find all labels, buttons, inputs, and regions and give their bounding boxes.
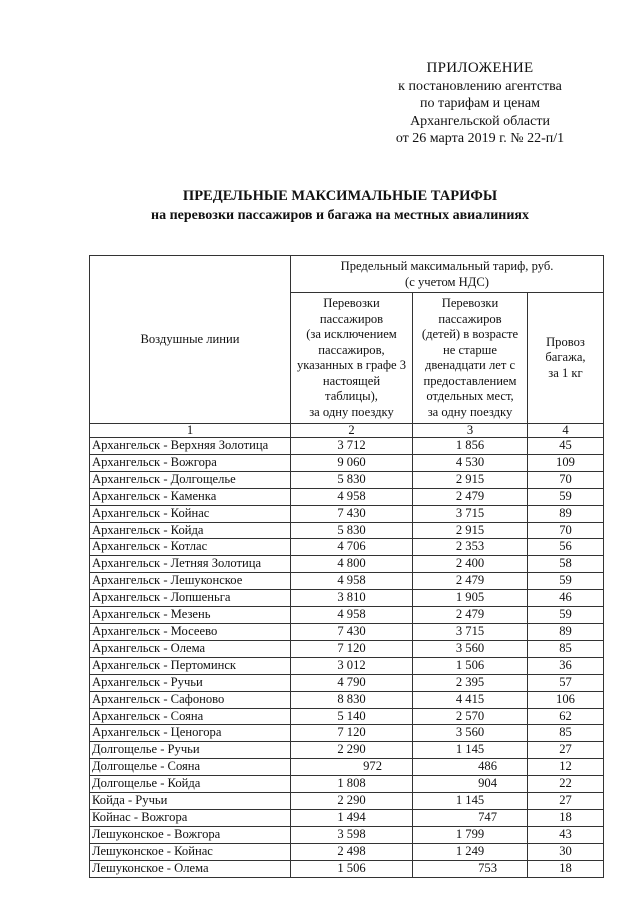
route-cell: Архангельск - Каменка bbox=[90, 488, 291, 505]
route-cell: Лешуконское - Олема bbox=[90, 860, 291, 877]
baggage-fare-cell: 89 bbox=[528, 505, 604, 522]
route-cell: Койда - Ручьи bbox=[90, 793, 291, 810]
document-title: ПРЕДЕЛЬНЫЕ МАКСИМАЛЬНЫЕ ТАРИФЫ bbox=[182, 188, 498, 204]
baggage-fare-cell: 57 bbox=[528, 674, 604, 691]
adult-fare-cell: 5 830 bbox=[291, 471, 413, 488]
route-cell: Архангельск - Пертоминск bbox=[90, 657, 291, 674]
child-fare-cell: 2 400 bbox=[413, 556, 528, 573]
route-cell: Архангельск - Койда bbox=[90, 522, 291, 539]
baggage-fare-cell: 18 bbox=[528, 860, 604, 877]
route-cell: Архангельск - Лешуконское bbox=[90, 573, 291, 590]
route-cell: Архангельск - Ручьи bbox=[90, 674, 291, 691]
column-number: 3 bbox=[413, 424, 528, 438]
adult-fare-cell: 4 958 bbox=[291, 573, 413, 590]
child-fare-cell: 753 bbox=[413, 860, 528, 877]
header-line: пассажиров bbox=[319, 311, 384, 326]
header-line: Провоз bbox=[546, 334, 585, 349]
table-row bbox=[90, 860, 604, 877]
adult-fare-cell: 4 800 bbox=[291, 556, 413, 573]
child-fare-cell: 1 249 bbox=[413, 843, 528, 860]
table-row bbox=[90, 539, 604, 556]
route-cell: Долгощелье - Сояна bbox=[90, 759, 291, 776]
document-subtitle: на перевозки пассажиров и багажа на местных авиалиниях bbox=[151, 208, 529, 223]
header-line: не старше bbox=[443, 342, 497, 357]
baggage-fare-cell: 43 bbox=[528, 826, 604, 843]
adult-fare-cell: 7 430 bbox=[291, 505, 413, 522]
table-row bbox=[90, 809, 604, 826]
appendix-line: к постановлению агентства bbox=[398, 78, 562, 94]
route-cell: Архангельск - Сафоново bbox=[90, 691, 291, 708]
route-cell: Архангельск - Мосеево bbox=[90, 623, 291, 640]
header-line: Перевозки bbox=[441, 296, 499, 310]
baggage-fare-cell: 45 bbox=[528, 438, 604, 455]
header-line: настоящей bbox=[322, 373, 381, 388]
child-fare-cell: 3 715 bbox=[413, 505, 528, 522]
baggage-fare-cell: 59 bbox=[528, 488, 604, 505]
baggage-fare-cell: 27 bbox=[528, 742, 604, 759]
child-fare-cell: 4 530 bbox=[413, 454, 528, 471]
route-cell: Долгощелье - Койда bbox=[90, 776, 291, 793]
adult-fare-cell: 1 494 bbox=[291, 809, 413, 826]
baggage-fare-cell: 106 bbox=[528, 691, 604, 708]
column-number: 1 bbox=[90, 424, 291, 438]
child-fare-cell: 2 479 bbox=[413, 488, 528, 505]
child-fare-cell: 1 145 bbox=[413, 793, 528, 810]
route-cell: Койнас - Вожгора bbox=[90, 809, 291, 826]
tariffs-table bbox=[89, 255, 604, 878]
child-fare-cell: 1 905 bbox=[413, 590, 528, 607]
column-number: 4 bbox=[528, 424, 604, 438]
route-cell: Архангельск - Верхняя Золотица bbox=[90, 438, 291, 455]
child-fare-cell: 3 560 bbox=[413, 640, 528, 657]
adult-fare-cell: 7 120 bbox=[291, 640, 413, 657]
baggage-fare-cell: 12 bbox=[528, 759, 604, 776]
route-cell: Архангельск - Вожгора bbox=[90, 454, 291, 471]
table-row bbox=[90, 708, 604, 725]
header-air-lines: Воздушные линии bbox=[90, 256, 291, 424]
appendix-line: Архангельской области bbox=[410, 113, 550, 129]
header-line: предоставлением bbox=[423, 373, 517, 388]
baggage-fare-cell: 109 bbox=[528, 454, 604, 471]
child-fare-cell: 2 915 bbox=[413, 522, 528, 539]
adult-fare-cell: 2 498 bbox=[291, 843, 413, 860]
baggage-fare-cell: 46 bbox=[528, 590, 604, 607]
route-cell: Архангельск - Мезень bbox=[90, 607, 291, 624]
route-cell: Архангельск - Летняя Золотица bbox=[90, 556, 291, 573]
baggage-fare-cell: 58 bbox=[528, 556, 604, 573]
table-row bbox=[90, 793, 604, 810]
child-fare-cell: 2 570 bbox=[413, 708, 528, 725]
adult-fare-cell: 3 810 bbox=[291, 590, 413, 607]
table-row bbox=[90, 454, 604, 471]
table-row bbox=[90, 590, 604, 607]
header-baggage-fare bbox=[528, 293, 604, 424]
baggage-fare-cell: 36 bbox=[528, 657, 604, 674]
table-row bbox=[90, 759, 604, 776]
table-row bbox=[90, 607, 604, 624]
adult-fare-cell: 8 830 bbox=[291, 691, 413, 708]
header-adult-fare bbox=[291, 293, 413, 424]
baggage-fare-cell: 30 bbox=[528, 843, 604, 860]
route-cell: Архангельск - Олема bbox=[90, 640, 291, 657]
child-fare-cell: 486 bbox=[413, 759, 528, 776]
appendix-line: по тарифам и ценам bbox=[420, 96, 540, 111]
baggage-fare-cell: 70 bbox=[528, 471, 604, 488]
adult-fare-cell: 1 506 bbox=[291, 860, 413, 877]
table-row bbox=[90, 674, 604, 691]
header-tariff-group bbox=[291, 256, 604, 293]
header-line: пассажиров, bbox=[318, 342, 385, 357]
adult-fare-cell: 4 958 bbox=[291, 488, 413, 505]
route-cell: Архангельск - Лопшеньга bbox=[90, 590, 291, 607]
child-fare-cell: 2 395 bbox=[413, 674, 528, 691]
child-fare-cell: 1 506 bbox=[413, 657, 528, 674]
header-line: таблицы), bbox=[325, 389, 378, 403]
baggage-fare-cell: 56 bbox=[528, 539, 604, 556]
baggage-fare-cell: 18 bbox=[528, 809, 604, 826]
route-cell: Архангельск - Сояна bbox=[90, 708, 291, 725]
header-line: Перевозки bbox=[323, 296, 380, 310]
document-heading bbox=[100, 187, 580, 225]
baggage-fare-cell: 85 bbox=[528, 725, 604, 742]
child-fare-cell: 1 856 bbox=[413, 438, 528, 455]
child-fare-cell: 2 353 bbox=[413, 539, 528, 556]
header-line: (детей) в возрасте bbox=[421, 327, 519, 341]
adult-fare-cell: 3 012 bbox=[291, 657, 413, 674]
baggage-fare-cell: 22 bbox=[528, 776, 604, 793]
header-line: (за исключением bbox=[306, 327, 397, 341]
adult-fare-cell: 1 808 bbox=[291, 776, 413, 793]
table-row bbox=[90, 691, 604, 708]
appendix-title: ПРИЛОЖЕНИЕ bbox=[426, 60, 534, 76]
child-fare-cell: 4 415 bbox=[413, 691, 528, 708]
table-row bbox=[90, 505, 604, 522]
header-line: за одну поездку bbox=[427, 404, 513, 419]
adult-fare-cell: 4 706 bbox=[291, 539, 413, 556]
appendix-date-line: от 26 марта 2019 г. № 22-п/1 bbox=[395, 131, 565, 146]
child-fare-cell: 3 715 bbox=[413, 623, 528, 640]
adult-fare-cell: 3 598 bbox=[291, 826, 413, 843]
table-row bbox=[90, 522, 604, 539]
header-line: пассажиров bbox=[438, 311, 502, 326]
table-row bbox=[90, 623, 604, 640]
baggage-fare-cell: 70 bbox=[528, 522, 604, 539]
header-child-fare bbox=[413, 293, 528, 424]
route-cell: Лешуконское - Койнас bbox=[90, 843, 291, 860]
header-line: багажа, bbox=[545, 350, 586, 365]
tariffs-table-body bbox=[90, 438, 604, 878]
adult-fare-cell: 4 790 bbox=[291, 674, 413, 691]
header-line: за одну поездку bbox=[309, 404, 394, 419]
child-fare-cell: 904 bbox=[413, 776, 528, 793]
route-cell: Архангельск - Котлас bbox=[90, 539, 291, 556]
table-row bbox=[90, 843, 604, 860]
child-fare-cell: 747 bbox=[413, 809, 528, 826]
table-row bbox=[90, 488, 604, 505]
baggage-fare-cell: 89 bbox=[528, 623, 604, 640]
table-row bbox=[90, 471, 604, 488]
adult-fare-cell: 7 430 bbox=[291, 623, 413, 640]
baggage-fare-cell: 62 bbox=[528, 708, 604, 725]
column-number: 2 bbox=[291, 424, 413, 438]
adult-fare-cell: 972 bbox=[291, 759, 413, 776]
table-row bbox=[90, 776, 604, 793]
table-row bbox=[90, 438, 604, 455]
appendix-block bbox=[350, 60, 610, 148]
table-row bbox=[90, 657, 604, 674]
child-fare-cell: 1 145 bbox=[413, 742, 528, 759]
adult-fare-cell: 5 140 bbox=[291, 708, 413, 725]
adult-fare-cell: 7 120 bbox=[291, 725, 413, 742]
child-fare-cell: 2 479 bbox=[413, 573, 528, 590]
route-cell: Архангельск - Койнас bbox=[90, 505, 291, 522]
adult-fare-cell: 5 830 bbox=[291, 522, 413, 539]
adult-fare-cell: 9 060 bbox=[291, 454, 413, 471]
baggage-fare-cell: 59 bbox=[528, 573, 604, 590]
adult-fare-cell: 4 958 bbox=[291, 607, 413, 624]
child-fare-cell: 3 560 bbox=[413, 725, 528, 742]
child-fare-cell: 2 915 bbox=[413, 471, 528, 488]
header-tariff-group-line: Предельный максимальный тариф, руб. bbox=[340, 259, 554, 273]
child-fare-cell: 2 479 bbox=[413, 607, 528, 624]
table-row bbox=[90, 826, 604, 843]
route-cell: Архангельск - Долгощелье bbox=[90, 471, 291, 488]
header-line: двенадцати лет с bbox=[424, 358, 516, 372]
route-cell: Долгощелье - Ручьи bbox=[90, 742, 291, 759]
adult-fare-cell: 2 290 bbox=[291, 742, 413, 759]
header-line: за 1 кг bbox=[548, 365, 583, 380]
route-cell: Архангельск - Ценогора bbox=[90, 725, 291, 742]
table-row bbox=[90, 556, 604, 573]
baggage-fare-cell: 27 bbox=[528, 793, 604, 810]
adult-fare-cell: 2 290 bbox=[291, 793, 413, 810]
child-fare-cell: 1 799 bbox=[413, 826, 528, 843]
route-cell: Лешуконское - Вожгора bbox=[90, 826, 291, 843]
table-row bbox=[90, 640, 604, 657]
table-row bbox=[90, 725, 604, 742]
table-row bbox=[90, 742, 604, 759]
header-line: отдельных мест, bbox=[426, 389, 514, 403]
table-row bbox=[90, 573, 604, 590]
baggage-fare-cell: 59 bbox=[528, 607, 604, 624]
header-line: указанных в графе 3 bbox=[296, 358, 407, 372]
baggage-fare-cell: 85 bbox=[528, 640, 604, 657]
header-tariff-group-line: (с учетом НДС) bbox=[405, 275, 489, 289]
adult-fare-cell: 3 712 bbox=[291, 438, 413, 455]
